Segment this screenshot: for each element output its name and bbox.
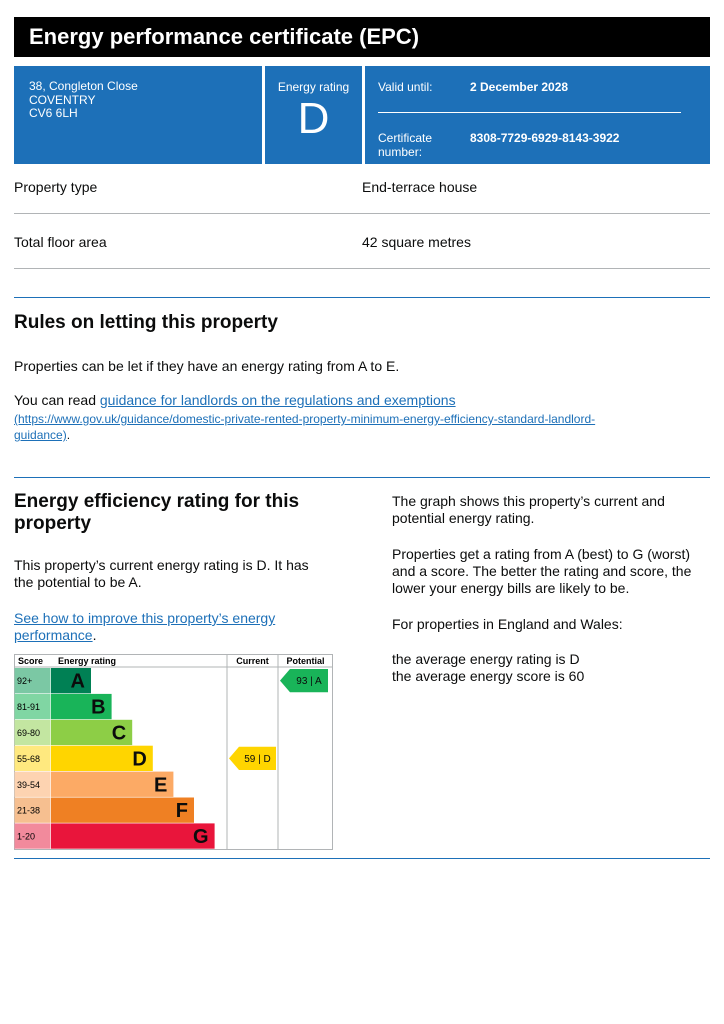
rating-scale-line-1: Properties get a rating from A (best) to G (worst) xyxy=(392,546,690,562)
energy-rating-letter: D xyxy=(297,94,330,143)
band-bar xyxy=(51,823,215,848)
certificate-number-value: 8308-7729-6929-8143-3922 xyxy=(470,131,620,145)
current-rating-marker-label: 59 | D xyxy=(244,753,271,765)
band-letter: E xyxy=(154,774,168,797)
averages xyxy=(392,651,584,685)
row-divider xyxy=(14,213,710,214)
letting-paragraph: Properties can be let if they have an energy rating from A to E. xyxy=(14,358,400,374)
section-divider xyxy=(14,858,710,859)
band-letter: C xyxy=(111,722,127,745)
row-divider xyxy=(14,268,710,269)
energy-rating-chart xyxy=(14,654,334,850)
band-score-range: 92+ xyxy=(17,676,33,687)
rating-band-f xyxy=(15,798,195,823)
band-score-range: 69-80 xyxy=(17,727,41,738)
rating-scale-line-3: lower your energy bills are likely to be. xyxy=(392,580,630,596)
energy-rating-label: Energy rating xyxy=(277,80,350,94)
band-score-range: 21-38 xyxy=(17,805,41,816)
rating-band-e xyxy=(15,772,174,797)
property-address xyxy=(29,80,138,121)
potential-rating-marker-label: 93 | A xyxy=(296,676,322,688)
letting-heading: Rules on letting this property xyxy=(14,312,278,333)
page-title: Energy performance certificate (EPC) xyxy=(29,24,420,49)
band-letter: B xyxy=(91,696,106,719)
efficiency-heading-line-1: Energy efficiency rating for this xyxy=(14,491,300,512)
guidance-url-line-2: guidance) xyxy=(14,428,67,442)
address-line-1: 38, Congleton Close xyxy=(29,79,138,93)
band-letter: A xyxy=(70,670,85,693)
graph-description xyxy=(392,493,665,527)
letting-guidance xyxy=(14,392,710,409)
improve-performance xyxy=(14,610,275,644)
guidance-suffix: . xyxy=(66,428,71,442)
rating-band-b xyxy=(15,694,112,719)
current-rating-line-2: the potential to be A. xyxy=(14,574,142,590)
score-header: Score xyxy=(18,656,44,666)
efficiency-heading-line-2: property xyxy=(14,513,92,534)
graph-description-line-2: potential energy rating. xyxy=(392,510,535,526)
floor-area-label: Total floor area xyxy=(14,234,107,250)
improve-link-line-1: See how to improve this property’s energy xyxy=(14,610,276,626)
section-divider xyxy=(14,297,710,298)
floor-area-value: 42 square metres xyxy=(362,234,471,250)
band-score-range: 81-91 xyxy=(17,702,41,713)
property-type-label: Property type xyxy=(14,179,98,195)
current-header: Current xyxy=(236,656,269,666)
current-rating-text xyxy=(14,557,309,591)
rating-scale-text xyxy=(392,546,691,597)
potential-header: Potential xyxy=(286,656,325,666)
rating-band-c xyxy=(15,720,133,745)
rating-scale-line-2: and a score. The better the rating and score, the xyxy=(392,563,692,579)
current-rating-marker xyxy=(229,747,276,770)
certificate-summary xyxy=(14,66,710,164)
rating-band-a xyxy=(15,668,92,693)
guidance-prefix: You can read xyxy=(14,392,100,408)
page-header xyxy=(14,17,710,57)
band-letter: F xyxy=(175,800,188,823)
valid-until-value: 2 December 2028 xyxy=(470,80,569,94)
improve-performance-link[interactable] xyxy=(14,610,275,643)
guidance-url-line-1: (https://www.gov.uk/guidance/domestic-private-rented-property-minimum-energy-efficiency-standard-landlord- xyxy=(14,412,596,426)
england-wales-text: For properties in England and Wales: xyxy=(392,616,623,632)
guidance-link[interactable]: guidance for landlords on the regulations and exemptions xyxy=(99,392,456,408)
valid-until-label: Valid until: xyxy=(378,80,433,94)
graph-description-line-1: The graph shows this property’s current and xyxy=(392,493,665,509)
property-type-value: End-terrace house xyxy=(362,179,478,195)
summary-divider xyxy=(362,66,365,164)
band-bar xyxy=(51,798,194,823)
rating-band-d xyxy=(15,746,153,771)
band-score-range: 39-54 xyxy=(17,779,41,790)
rating-band-g xyxy=(15,823,215,848)
band-score-range: 55-68 xyxy=(17,753,41,764)
efficiency-heading xyxy=(14,491,299,535)
band-score-range: 1-20 xyxy=(17,831,36,842)
band-letter: G xyxy=(193,826,209,849)
guidance-url-link[interactable] xyxy=(14,412,595,442)
address-line-2: COVENTRY xyxy=(29,92,96,107)
improve-suffix: . xyxy=(92,627,97,643)
improve-link-line-2: performance xyxy=(14,627,93,643)
section-divider xyxy=(14,477,710,478)
current-rating-line-1: This property’s current energy rating is D. It has xyxy=(14,557,309,573)
average-rating: the average energy rating is D xyxy=(392,651,580,667)
summary-rule xyxy=(378,112,681,113)
band-letter: D xyxy=(132,748,147,771)
guidance-url xyxy=(14,411,710,443)
certificate-number-label: Certificate number: xyxy=(378,131,433,159)
potential-rating-marker xyxy=(280,669,328,692)
energy-rating-header: Energy rating xyxy=(58,656,117,666)
average-score: the average energy score is 60 xyxy=(392,668,585,684)
address-postcode: CV6 6LH xyxy=(29,106,78,120)
